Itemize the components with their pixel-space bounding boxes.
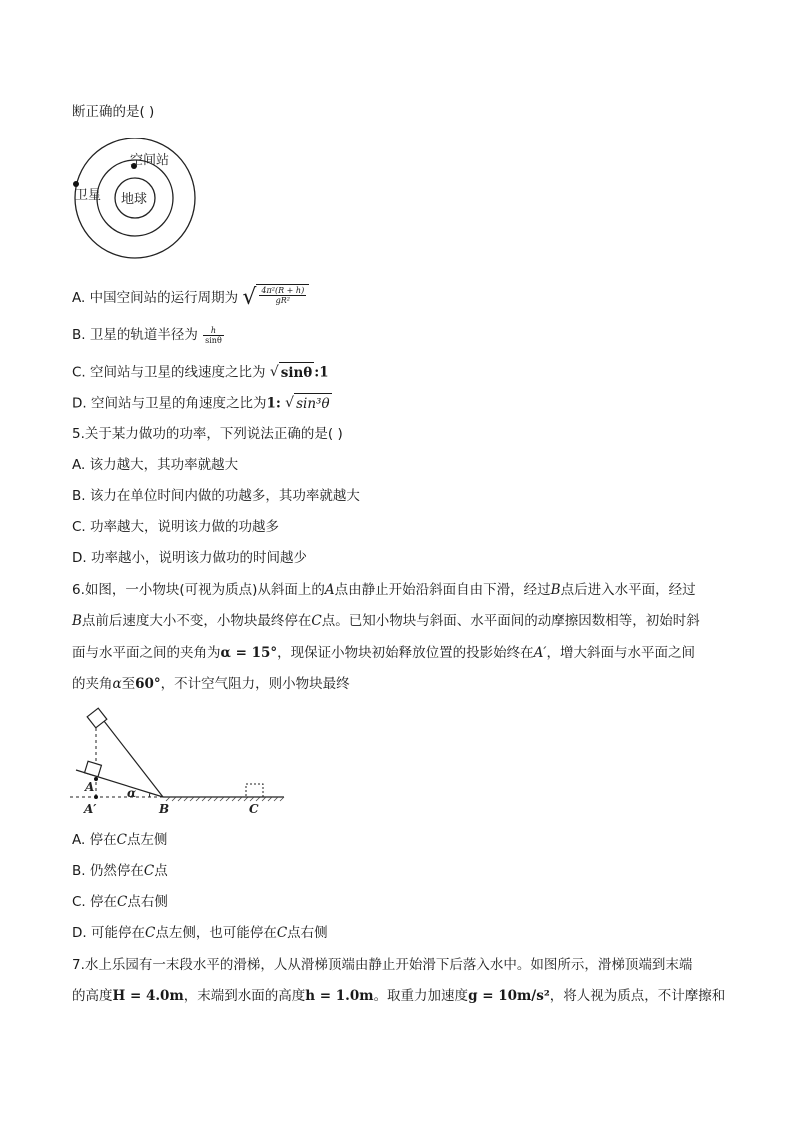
label-a: A — [85, 780, 95, 794]
angle-arc — [150, 793, 151, 797]
var: B — [72, 613, 82, 629]
var: B — [550, 582, 561, 598]
satellite-dot — [73, 181, 79, 187]
q6-option-b[interactable] — [72, 861, 168, 881]
var: C — [311, 613, 322, 629]
radicand: sin³θ — [294, 393, 331, 414]
label-alpha: α — [127, 786, 137, 800]
var: α — [112, 676, 122, 692]
text: 点左侧，也可能停在 — [155, 925, 277, 941]
label-b: B — [159, 802, 170, 816]
sqrt-expression: √ sinθ — [269, 364, 313, 381]
sqrt-formula: √ $\frac{\text{4π²(R + h)}}{\text{gR²}}$ — [242, 284, 309, 312]
text: 6.如图，一小物块(可视为质点)从斜面上的 — [72, 582, 325, 598]
text: ，将人视为质点，不计摩擦和 — [549, 988, 726, 1004]
fraction — [203, 326, 224, 345]
q6-stem-line-2 — [72, 611, 700, 631]
math: g = 10m/s² — [468, 988, 550, 1004]
text: 点前后速度大小不变，小物块最终停在 — [81, 613, 312, 629]
q4-option-d[interactable] — [72, 393, 332, 414]
q4-option-b[interactable] — [72, 325, 225, 345]
text: ，不计空气阻力，则小物块最终 — [160, 676, 350, 692]
station-label: 空间站 — [130, 153, 170, 168]
fraction-numerator: h — [203, 326, 224, 336]
text: D. 可能停在 — [72, 925, 145, 941]
block-shallow — [85, 761, 102, 777]
ratio-text: :1 — [314, 364, 329, 381]
text: 点右侧 — [287, 925, 328, 941]
text: B. 仍然停在 — [72, 863, 144, 879]
var: C — [143, 863, 155, 879]
block-steep — [87, 708, 107, 728]
formula-denominator: gR² — [275, 296, 290, 305]
text: 点。已知小物块与斜面、水平面间的动摩擦因数相等，初始时斜 — [321, 613, 700, 629]
text: 的夹角 — [72, 676, 113, 692]
q4-option-a[interactable] — [72, 284, 309, 312]
text: 点 — [154, 863, 168, 879]
q7-stem-line-2 — [72, 986, 725, 1006]
q4-option-c-text: C. 空间站与卫星的线速度之比为 — [72, 364, 266, 381]
text: 面与水平面之间的夹角为 — [72, 645, 221, 661]
ratio-text: 1: — [266, 395, 281, 412]
q6-option-a[interactable] — [72, 830, 167, 850]
var: A′ — [533, 645, 547, 661]
q4-option-c[interactable] — [72, 362, 329, 383]
formula-numerator: 4π²(R + h) — [261, 286, 305, 295]
q5-option-d[interactable]: D. 功率越小，说明该力做功的时间越少 — [72, 550, 307, 566]
satellite-label: 卫星 — [75, 188, 102, 203]
point-a-dot — [94, 777, 98, 781]
text: 的高度 — [72, 988, 113, 1004]
point-a-prime-dot — [94, 795, 98, 799]
block-at-c — [246, 784, 263, 797]
q6-stem-line-3 — [72, 643, 695, 663]
label-c: C — [249, 802, 259, 816]
math: h = 1.0m — [305, 988, 374, 1004]
incline-figure — [70, 706, 290, 818]
q5-stem: 5.关于某力做功的功率，下列说法正确的是( ) — [72, 426, 343, 442]
steep-incline — [97, 712, 163, 797]
q4-option-d-text: D. 空间站与卫星的角速度之比为 — [72, 395, 267, 412]
fraction-denominator: sinθ — [205, 335, 222, 345]
q4-option-a-text: A. 中国空间站的运行周期为 — [72, 290, 239, 306]
var: C — [116, 832, 127, 848]
var: A — [324, 582, 335, 598]
text: 点左侧 — [126, 832, 168, 848]
orbit-figure — [70, 138, 202, 262]
q6-stem-line-4 — [72, 674, 350, 694]
math: H = 4.0m — [112, 988, 184, 1004]
text: 点右侧 — [127, 894, 168, 910]
q4-option-b-text: B. 卫星的轨道半径为 — [72, 327, 198, 343]
q7-stem-line-1: 7.水上乐园有一末段水平的滑梯，人从滑梯顶端由静止开始滑下后落入水中。如图所示，滑梯顶端到末端 — [72, 957, 693, 973]
text: 点后进入水平面，经过 — [560, 582, 696, 598]
var: C — [144, 925, 156, 941]
q4-stem-tail: 断正确的是( ) — [72, 104, 155, 120]
text: 至 — [121, 676, 136, 692]
math: α = 15° — [220, 645, 278, 661]
radicand: sinθ — [279, 362, 315, 383]
sqrt-expression: √ sin³θ — [285, 395, 330, 412]
text: A. 停在 — [72, 832, 117, 848]
text: C. 停在 — [72, 894, 118, 910]
q5-option-c[interactable]: C. 功率越大，说明该力做的功越多 — [72, 519, 280, 535]
earth-label: 地球 — [121, 192, 148, 207]
q6-option-d[interactable] — [72, 923, 328, 943]
math: 60° — [135, 676, 161, 692]
text: 点由静止开始沿斜面自由下滑，经过 — [334, 582, 551, 598]
text: ，增大斜面与水平面之间 — [546, 645, 695, 661]
q6-stem-line-1 — [72, 580, 696, 600]
var: C — [117, 894, 128, 910]
var: C — [276, 925, 288, 941]
text: ，末端到水面的高度 — [183, 988, 306, 1004]
text: 。取重力加速度 — [373, 988, 469, 1004]
q5-option-b[interactable]: B. 该力在单位时间内做的功越多，其功率就越大 — [72, 488, 360, 504]
text: ，现保证小物块初始释放位置的投影始终在 — [277, 645, 534, 661]
q6-option-c[interactable] — [72, 892, 168, 912]
q5-option-a[interactable]: A. 该力越大，其功率就越大 — [72, 457, 239, 473]
label-a-prime: A′ — [84, 802, 97, 816]
